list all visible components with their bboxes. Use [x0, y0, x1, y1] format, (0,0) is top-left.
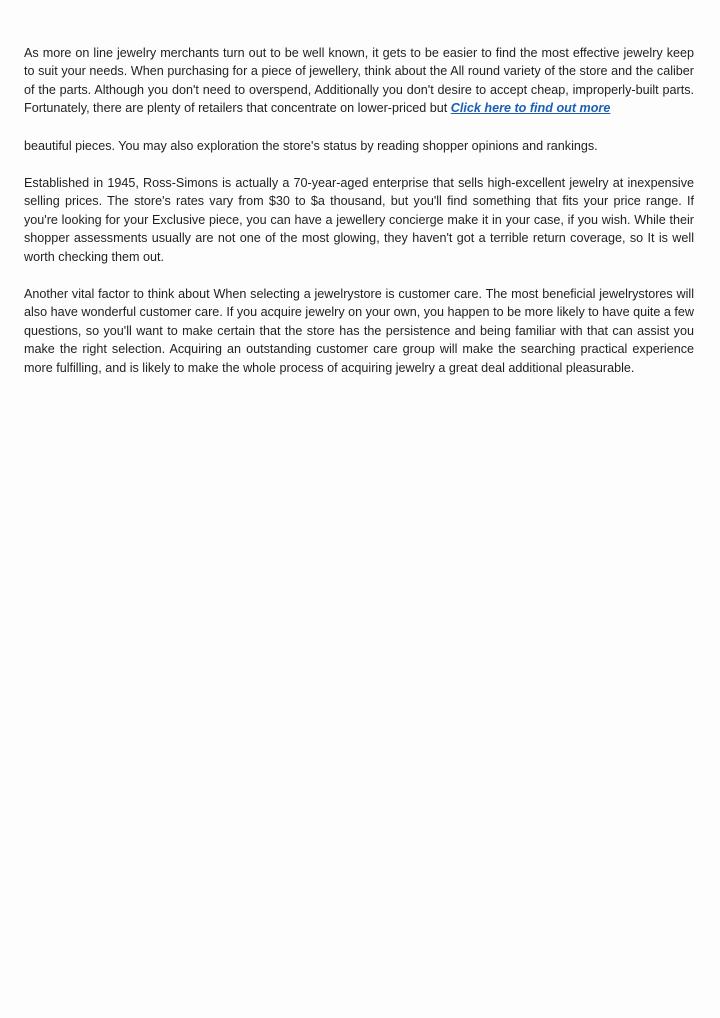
paragraph-intro	[24, 44, 694, 118]
paragraph-intro-text: As more on line jewelry merchants turn out to be well known, it gets to be easier to find the most effective jewelry keep to suit your needs. When purchasing for a piece of jewellery, think about the All round variety of the store and the caliber of the parts. Although you don't need to overspend, Additionally you don't desire to accept cheap, improperly-built parts. Fortunately, there are plenty of retailers that concentrate on lower-priced but	[24, 46, 694, 116]
paragraph-customer-care: Another vital factor to think about When selecting a jewelrystore is customer care. The most beneficial jewelrystores will also have wonderful customer care. If you acquire jewelry on your own, you happen to be more likely to have quite a few questions, so you'll want to make certain that the store has the persistence and being familiar with that can assist you make the right selection. Acquiring an outstanding customer care group will make the searching practical experience more fulfilling, and is likely to make the whole process of acquiring jewelry a great deal additional pleasurable.	[24, 287, 694, 375]
paragraph-reviews: beautiful pieces. You may also exploration the store's status by reading shopper opinions and rankings.	[24, 138, 598, 153]
find-out-more-link[interactable]: Click here to find out more	[450, 101, 611, 116]
paragraph-ross-simons: Established in 1945, Ross-Simons is actually a 70-year-aged enterprise that sells high-excellent jewelry at inexpensive selling prices. The store's rates vary from $30 to $a thousand, but you'll find something that fits your price range. If you're looking for your Exclusive piece, you can have a jewellery concierge make it in your case, if you wish. While their shopper assessments usually are not one of the most glowing, they haven't got a terrible return coverage, so It is well worth checking them out.	[24, 176, 694, 264]
